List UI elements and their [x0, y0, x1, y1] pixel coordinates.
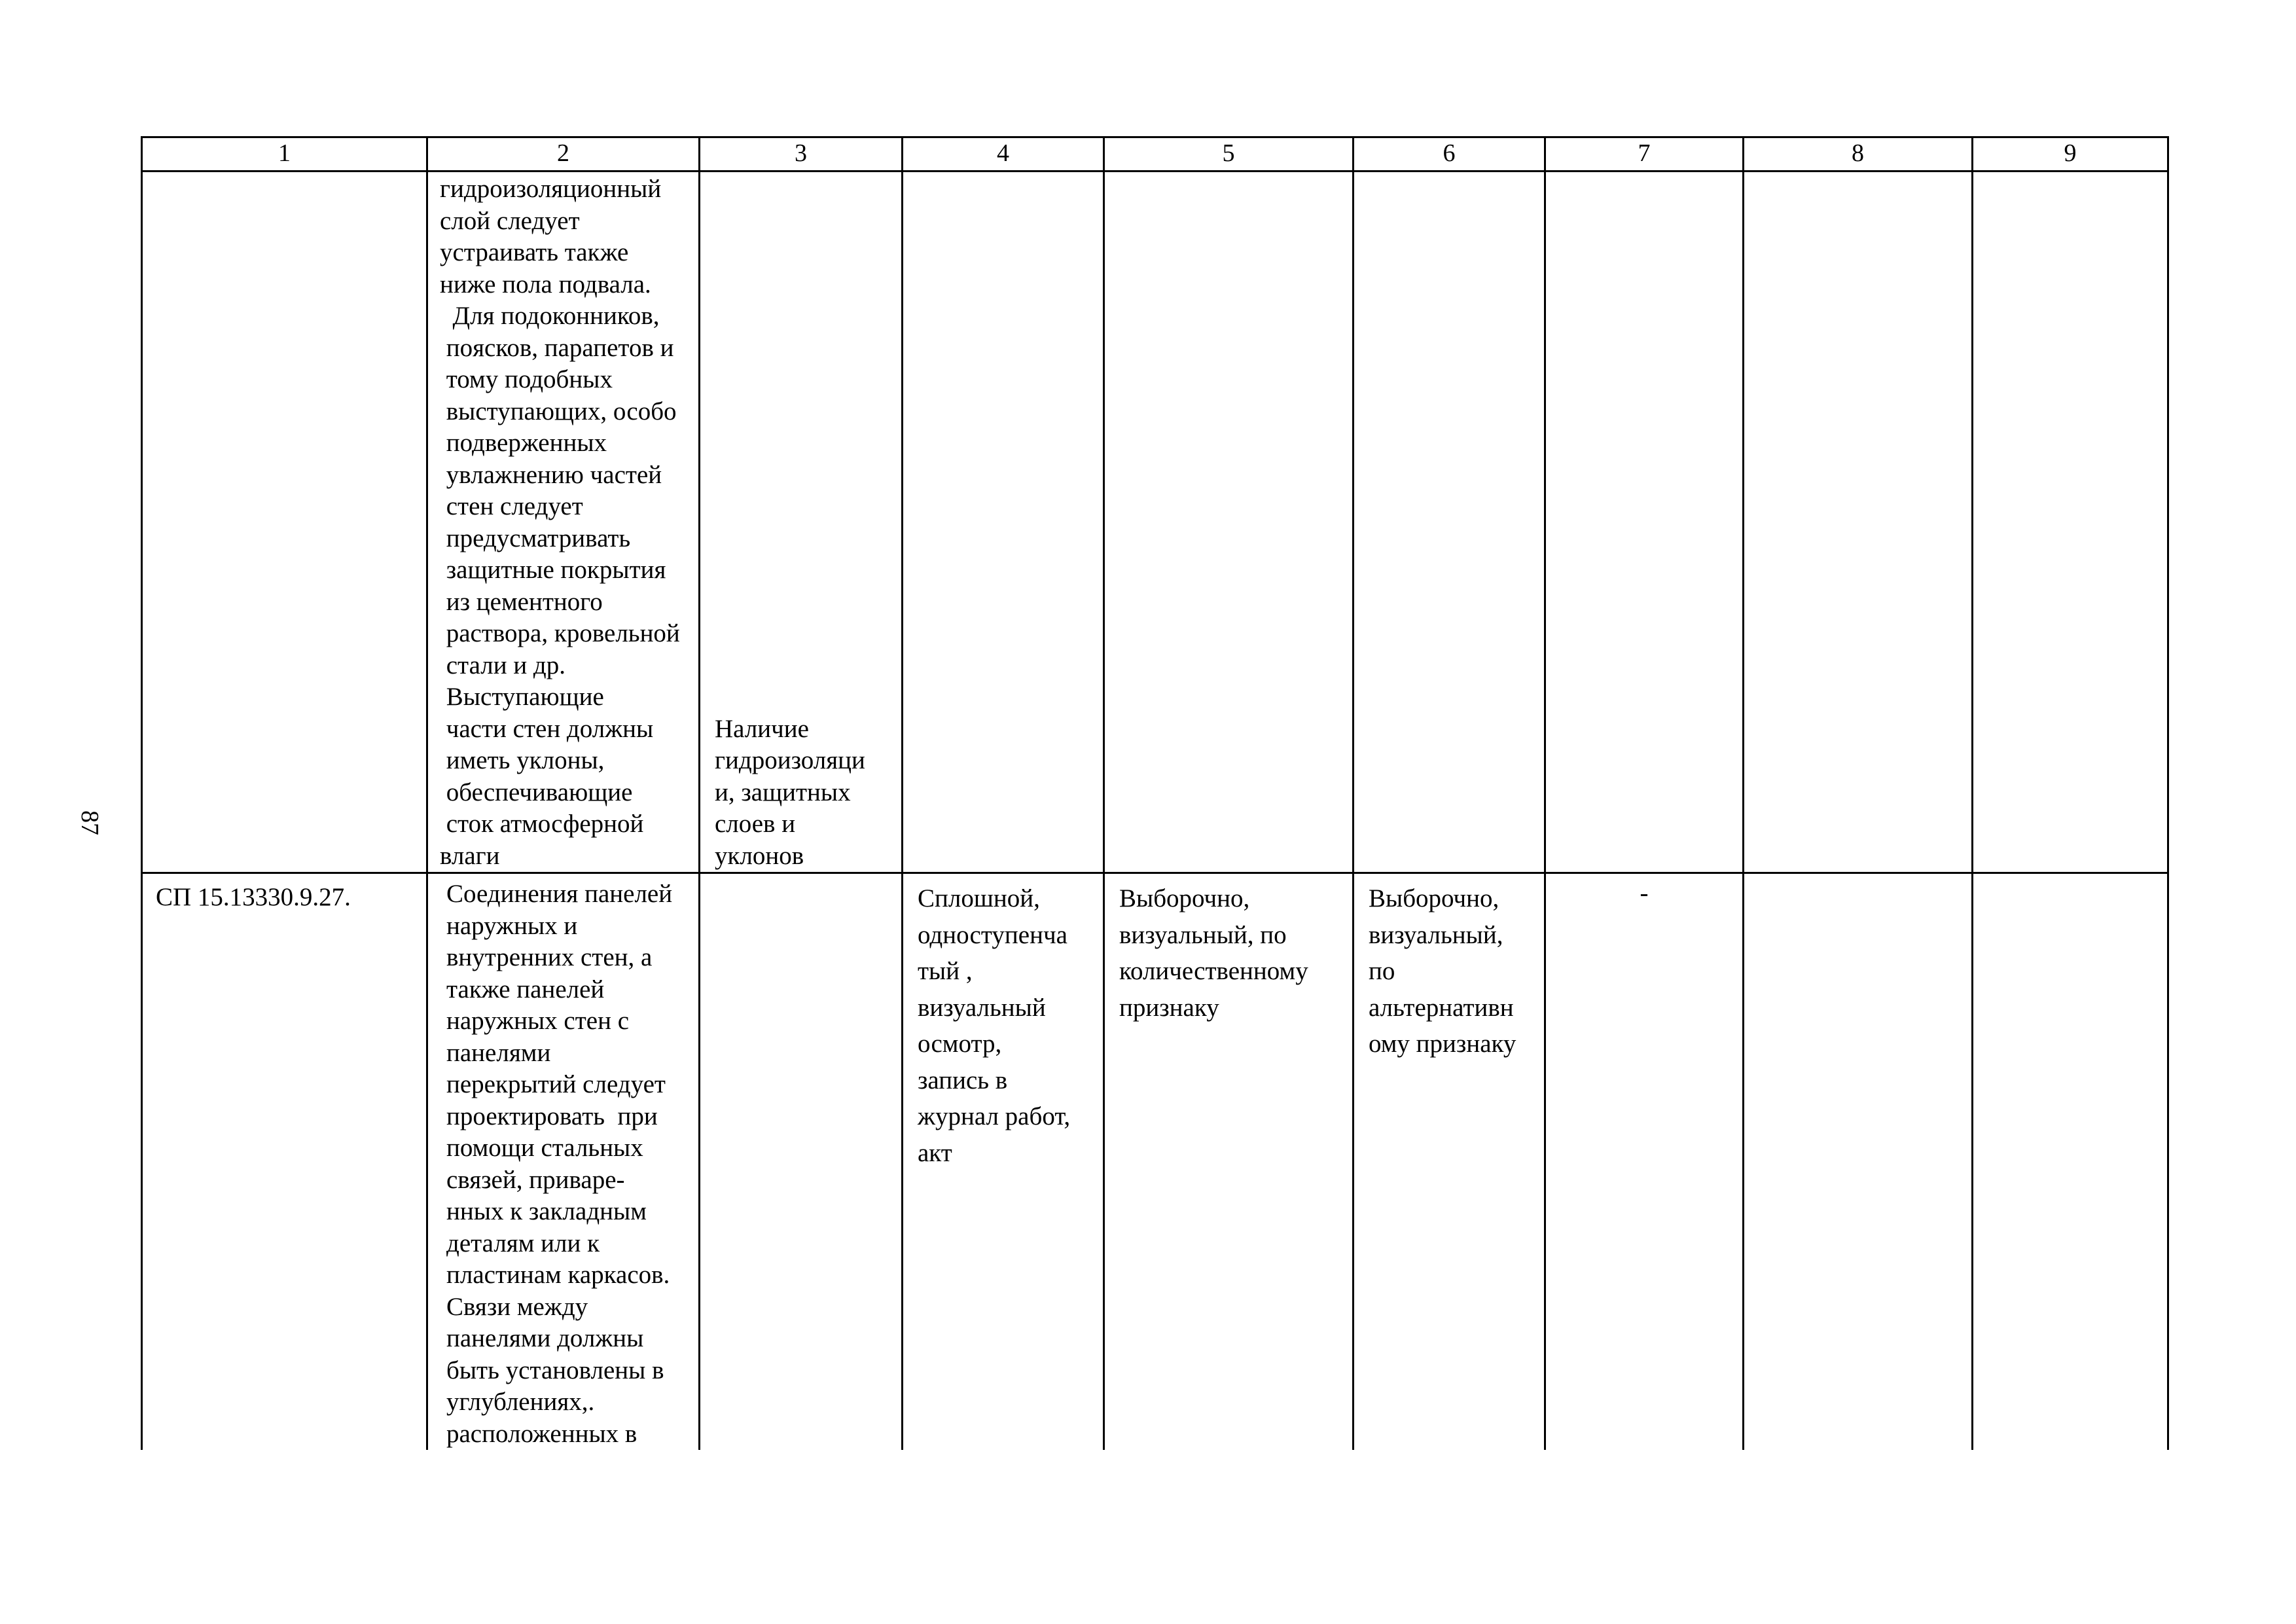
table-cell — [1973, 873, 2168, 1451]
requirement-text-cell: гидроизоляционный слой следует устраивать также ниже пола подвала. Для подоконников, пoясков, парапетов и тому подобных выступающих, особо подверженных увлажнению частей стен следует предусматривать защитные покрытия из цементного раствора, кровельной стали и др. Выступающие части стен должны иметь уклоны, обеспечивающие сток атмосферной влаги — [427, 171, 700, 873]
table-cell — [1354, 171, 1545, 873]
page-number: 87 — [76, 810, 103, 835]
column-header: 1 — [142, 137, 427, 171]
table-header-row — [142, 137, 2168, 171]
norm-reference-cell: СП 15.13330.9.27. — [142, 873, 427, 1451]
control-method-cell: Сплошной, одноступенча тый , визуальный осмотр, запись в журнал работ, акт — [903, 873, 1104, 1451]
table-cell — [1744, 171, 1973, 873]
controlled-parameter-cell: Наличие гидроизоляци и, защитных слоев и уклонов — [700, 171, 903, 873]
table-row — [142, 873, 2168, 1451]
control-method-cell: Выборочно, визуальный, по альтернативн ому признаку — [1354, 873, 1545, 1451]
column-header: 9 — [1973, 137, 2168, 171]
column-header: 8 — [1744, 137, 1973, 171]
table-row — [142, 171, 2168, 873]
control-method-cell: Выборочно, визуальный, по количественному признаку — [1104, 873, 1354, 1451]
table-cell — [700, 873, 903, 1451]
table-cell — [1104, 171, 1354, 873]
control-table — [141, 136, 2169, 1450]
requirement-text-cell: Соединения панелей наружных и внутренних стен, а также панелей наружных стен с панелями перекрытий следует проектировать при помощи стальных связей, приваре- нных к закладным деталям или к пластинам каркасов. Связи между панелями должны быть установлены в углублениях,. расположенных в — [427, 873, 700, 1451]
table-cell: - — [1545, 873, 1744, 1451]
column-header: 3 — [700, 137, 903, 171]
table-cell — [1744, 873, 1973, 1451]
column-header: 4 — [903, 137, 1104, 171]
table-cell — [1545, 171, 1744, 873]
column-header: 6 — [1354, 137, 1545, 171]
table-cell — [903, 171, 1104, 873]
table-cell — [142, 171, 427, 873]
column-header: 5 — [1104, 137, 1354, 171]
table-cell — [1973, 171, 2168, 873]
column-header: 2 — [427, 137, 700, 171]
column-header: 7 — [1545, 137, 1744, 171]
